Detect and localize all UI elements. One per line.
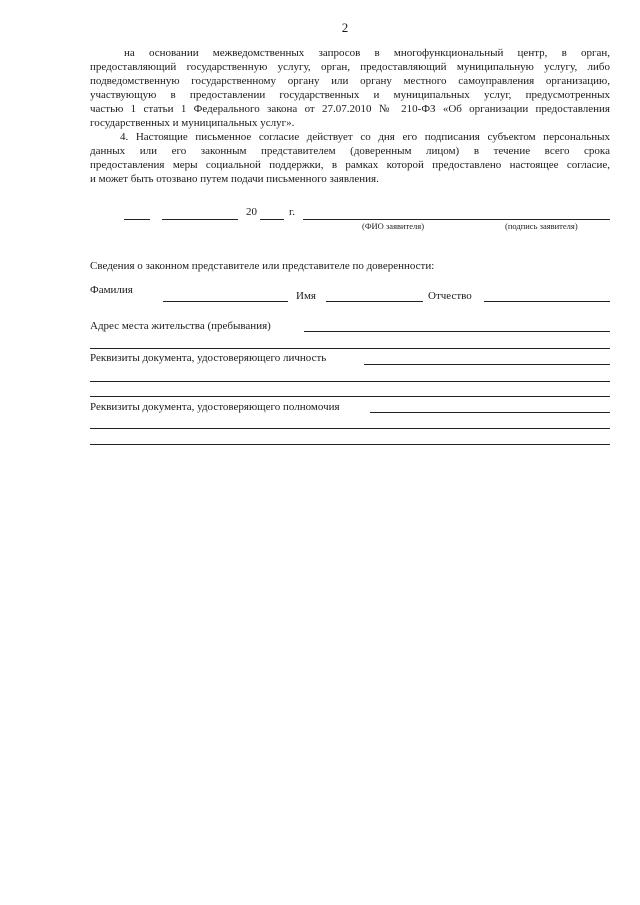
authority-document-field-line-2[interactable] xyxy=(90,428,610,429)
year-blank[interactable] xyxy=(260,219,284,220)
paragraph-3-line-4: участвующую в предоставлении государственных и муниципальных услуг, предусмотренных xyxy=(90,89,610,101)
id-document-field-line-3[interactable] xyxy=(90,396,610,397)
name-field[interactable] xyxy=(326,301,423,302)
paragraph-3-line-2: предоставляющий государственную услугу, орган, предоставляющий муниципальную услугу, либо xyxy=(90,61,610,73)
paragraph-4-line-4: и может быть отозвано путем подачи письменного заявления. xyxy=(90,173,379,185)
paragraph-3-line-3: подведомственную государственному органу или органу местного самоуправления организацию, xyxy=(90,75,610,87)
authority-document-label: Реквизиты документа, удостоверяющего полномочия xyxy=(90,401,340,413)
fio-signature-line[interactable] xyxy=(303,219,610,220)
paragraph-3-line-5: частью 1 статьи 1 Федерального закона от 27.07.2010 № 210-ФЗ «Об организации предоставления xyxy=(90,103,610,115)
id-document-label: Реквизиты документа, удостоверяющего личность xyxy=(90,352,327,364)
representative-heading: Сведения о законном представителе или представителе по доверенности: xyxy=(90,260,435,272)
year-prefix: 20 xyxy=(246,206,257,218)
surname-label: Фамилия xyxy=(90,284,133,296)
authority-document-field-line-1[interactable] xyxy=(370,412,610,413)
paragraph-4-line-2: данных или его законным представителем (доверенным лицом) в течение всего срока xyxy=(90,145,610,157)
address-label: Адрес места жительства (пребывания) xyxy=(90,320,271,332)
address-field-line-1[interactable] xyxy=(304,331,610,332)
date-day-blank[interactable] xyxy=(124,219,150,220)
authority-document-field-line-3[interactable] xyxy=(90,444,610,445)
page-number: 2 xyxy=(341,20,349,35)
year-suffix: г. xyxy=(289,206,296,218)
patronymic-field[interactable] xyxy=(484,301,610,302)
paragraph-4-line-3: предоставления меры социальной поддержки, в рамках которой предоставлено настоящее согласие, xyxy=(90,159,610,171)
id-document-field-line-2[interactable] xyxy=(90,381,610,382)
fio-caption: (ФИО заявителя) xyxy=(362,221,425,231)
id-document-field-line-1[interactable] xyxy=(364,364,610,365)
date-month-blank[interactable] xyxy=(162,219,238,220)
address-field-line-2[interactable] xyxy=(90,348,610,349)
paragraph-3-line-1: на основании межведомственных запросов в многофункциональный центр, в орган, xyxy=(124,47,610,59)
surname-field[interactable] xyxy=(163,301,288,302)
paragraph-3-line-6: государственных и муниципальных услуг». xyxy=(90,117,295,129)
name-label: Имя xyxy=(296,290,316,302)
paragraph-4-line-1: 4. Настоящие письменное согласие действует со дня его подписания субъектом персональных xyxy=(120,131,610,143)
signature-caption: (подпись заявителя) xyxy=(505,221,578,231)
patronymic-label: Отчество xyxy=(428,290,472,302)
